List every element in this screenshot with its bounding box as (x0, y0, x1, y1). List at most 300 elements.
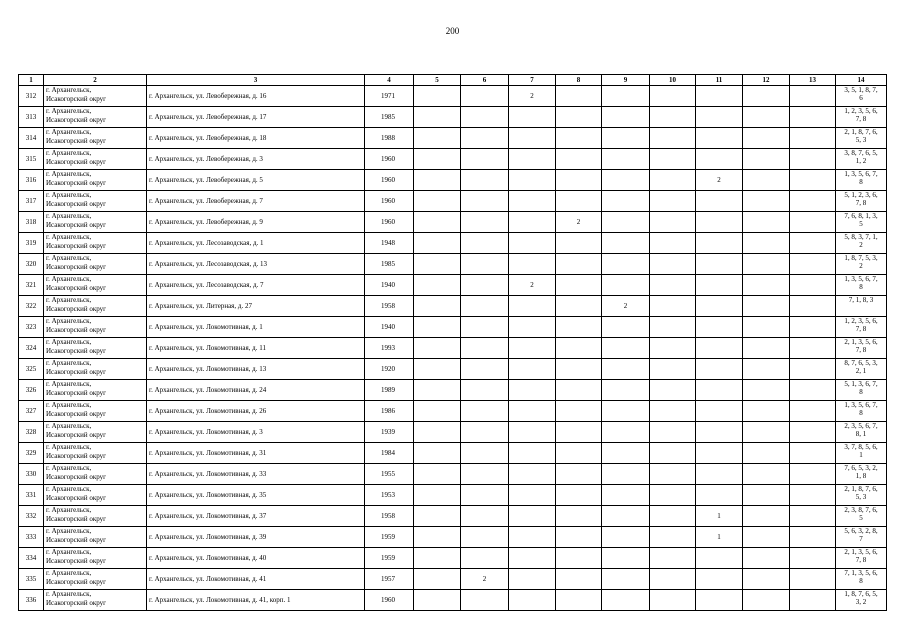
address-cell: г. Архангельск, ул. Левобережная, д. 5 (147, 170, 365, 191)
table-row (19, 107, 887, 128)
row-number: 320 (19, 254, 44, 275)
value-cell (790, 527, 836, 548)
priority-line: 1, 2 (855, 157, 867, 165)
year-cell: 1939 (365, 422, 414, 443)
priority-line: 7, 8 (855, 556, 867, 564)
value-cell (743, 548, 790, 569)
value-cell (602, 86, 650, 107)
column-header: 11 (696, 75, 743, 86)
district-line: г. Архангельск, (46, 338, 92, 346)
priority-cell (836, 422, 887, 443)
table-row (19, 422, 887, 443)
value-cell (602, 422, 650, 443)
value-cell (743, 317, 790, 338)
value-cell (414, 107, 461, 128)
district-line: г. Архангельск, (46, 275, 92, 283)
district-line: г. Архангельск, (46, 317, 92, 325)
value-cell (556, 506, 602, 527)
priority-line: 8 (859, 388, 863, 396)
priority-line: 1, 2, 3, 5, 6, (844, 317, 878, 325)
table-row (19, 401, 887, 422)
value-cell (509, 254, 556, 275)
priority-line: 1, 8, 7, 5, 3, (844, 254, 878, 262)
year-cell: 1984 (365, 443, 414, 464)
value-cell (650, 485, 696, 506)
priority-line: 3, 5, 1, 8, 7, (844, 86, 878, 94)
value-cell (650, 338, 696, 359)
address-cell: г. Архангельск, ул. Локомотивная, д. 11 (147, 338, 365, 359)
value-cell (509, 149, 556, 170)
value-cell (556, 485, 602, 506)
column-header: 8 (556, 75, 602, 86)
table-row (19, 527, 887, 548)
priority-line: 5, 8, 3, 7, 1, (844, 233, 878, 241)
priority-line: 5, 1, 2, 3, 6, (844, 191, 878, 199)
value-cell (556, 569, 602, 590)
address-cell: г. Архангельск, ул. Локомотивная, д. 13 (147, 359, 365, 380)
value-cell (602, 506, 650, 527)
value-cell (461, 464, 509, 485)
district-line: г. Архангельск, (46, 401, 92, 409)
row-number: 316 (19, 170, 44, 191)
value-cell (696, 464, 743, 485)
row-number: 329 (19, 443, 44, 464)
priority-line: 1, 3, 5, 6, 7, (844, 275, 878, 283)
value-cell (461, 380, 509, 401)
row-number: 327 (19, 401, 44, 422)
value-cell (414, 359, 461, 380)
value-cell (556, 401, 602, 422)
table-row (19, 317, 887, 338)
value-cell (650, 569, 696, 590)
value-cell (509, 464, 556, 485)
year-cell: 1920 (365, 359, 414, 380)
value-cell (790, 170, 836, 191)
district-line: г. Архангельск, (46, 506, 92, 514)
value-cell (461, 149, 509, 170)
priority-line: 5, 6, 3, 2, 8, (844, 527, 878, 535)
row-number: 332 (19, 506, 44, 527)
priority-line: 7 (859, 535, 863, 543)
value-cell (556, 590, 602, 611)
year-cell: 1953 (365, 485, 414, 506)
value-cell (790, 401, 836, 422)
value-cell (461, 275, 509, 296)
value-cell (556, 464, 602, 485)
priority-line: 8 (859, 283, 863, 291)
value-cell (602, 590, 650, 611)
priority-cell (836, 548, 887, 569)
column-header: 6 (461, 75, 509, 86)
table-row (19, 443, 887, 464)
priority-cell (836, 506, 887, 527)
page-number: 200 (445, 26, 460, 36)
value-cell (509, 548, 556, 569)
priority-line: 8, 1 (855, 430, 867, 438)
value-cell (650, 590, 696, 611)
row-number: 335 (19, 569, 44, 590)
value-cell (414, 548, 461, 569)
value-cell (743, 191, 790, 212)
district-line: Исакогорский округ (46, 473, 107, 481)
value-cell (602, 485, 650, 506)
year-cell: 1958 (365, 506, 414, 527)
value-cell (556, 548, 602, 569)
table-body (19, 86, 887, 611)
district-line: г. Архангельск, (46, 527, 92, 535)
value-cell (602, 212, 650, 233)
value-cell (696, 107, 743, 128)
address-cell: г. Архангельск, ул. Лесозаводская, д. 1 (147, 233, 365, 254)
priority-line: 6 (859, 94, 863, 102)
row-number: 326 (19, 380, 44, 401)
district-line: г. Архангельск, (46, 86, 92, 94)
housing-table (18, 74, 887, 611)
header-row (19, 75, 887, 86)
value-cell (743, 464, 790, 485)
value-cell (414, 422, 461, 443)
table-row (19, 86, 887, 107)
value-cell (414, 401, 461, 422)
value-cell (461, 233, 509, 254)
address-cell: г. Архангельск, ул. Локомотивная, д. 40 (147, 548, 365, 569)
address-cell: г. Архангельск, ул. Левобережная, д. 16 (147, 86, 365, 107)
year-cell: 1958 (365, 296, 414, 317)
address-cell: г. Архангельск, ул. Локомотивная, д. 41, корп. 1 (147, 590, 365, 611)
district-cell (44, 86, 147, 107)
value-cell (743, 443, 790, 464)
value-cell (556, 338, 602, 359)
value-cell (743, 380, 790, 401)
district-cell (44, 338, 147, 359)
priority-line: 7, 8 (855, 115, 867, 123)
value-cell (509, 527, 556, 548)
value-cell (790, 569, 836, 590)
district-line: Исакогорский округ (46, 137, 107, 145)
year-cell: 1960 (365, 590, 414, 611)
priority-cell (836, 401, 887, 422)
value-cell (650, 359, 696, 380)
priority-cell (836, 443, 887, 464)
value-cell (461, 191, 509, 212)
address-cell: г. Архангельск, ул. Левобережная, д. 17 (147, 107, 365, 128)
value-cell (461, 128, 509, 149)
row-number: 317 (19, 191, 44, 212)
district-line: г. Архангельск, (46, 590, 92, 598)
address-cell: г. Архангельск, ул. Локомотивная, д. 35 (147, 485, 365, 506)
district-cell (44, 128, 147, 149)
district-cell (44, 506, 147, 527)
priority-line: 3, 8, 7, 6, 5, (844, 149, 878, 157)
value-cell (556, 128, 602, 149)
row-number: 313 (19, 107, 44, 128)
district-cell (44, 212, 147, 233)
priority-line: 2, 1, 3, 5, 6, (844, 338, 878, 346)
value-cell (602, 380, 650, 401)
value-cell (414, 380, 461, 401)
value-cell (743, 128, 790, 149)
table-row (19, 359, 887, 380)
column-header: 1 (19, 75, 44, 86)
year-cell: 1960 (365, 149, 414, 170)
district-line: г. Архангельск, (46, 254, 92, 262)
priority-cell (836, 128, 887, 149)
district-line: Исакогорский округ (46, 368, 107, 376)
column-header: 14 (836, 75, 887, 86)
value-cell (696, 338, 743, 359)
priority-cell (836, 338, 887, 359)
value-cell (414, 317, 461, 338)
value-cell (509, 485, 556, 506)
year-cell: 1989 (365, 380, 414, 401)
value-cell (556, 422, 602, 443)
district-line: Исакогорский округ (46, 557, 107, 565)
table-row (19, 464, 887, 485)
row-number: 319 (19, 233, 44, 254)
value-cell (556, 359, 602, 380)
value-cell (461, 338, 509, 359)
year-cell: 1940 (365, 275, 414, 296)
row-number: 315 (19, 149, 44, 170)
value-cell (461, 212, 509, 233)
value-cell (602, 170, 650, 191)
district-line: Исакогорский округ (46, 494, 107, 502)
value-cell (790, 149, 836, 170)
value-cell (790, 128, 836, 149)
priority-line: 7, 6, 5, 3, 2, (844, 464, 878, 472)
address-cell: г. Архангельск, ул. Левобережная, д. 7 (147, 191, 365, 212)
district-line: г. Архангельск, (46, 296, 92, 304)
district-line: Исакогорский округ (46, 410, 107, 418)
priority-line: 7, 6, 8, 1, 3, (844, 212, 878, 220)
value-cell: 2 (556, 212, 602, 233)
value-cell (602, 254, 650, 275)
district-cell (44, 569, 147, 590)
district-line: Исакогорский округ (46, 284, 107, 292)
value-cell (602, 569, 650, 590)
value-cell (696, 212, 743, 233)
value-cell (790, 191, 836, 212)
value-cell (602, 149, 650, 170)
priority-line: 5, 3 (855, 493, 867, 501)
value-cell (556, 254, 602, 275)
district-line: г. Архангельск, (46, 422, 92, 430)
value-cell (414, 569, 461, 590)
table-row (19, 380, 887, 401)
column-header: 13 (790, 75, 836, 86)
row-number: 336 (19, 590, 44, 611)
value-cell (743, 86, 790, 107)
priority-cell (836, 275, 887, 296)
value-cell (414, 296, 461, 317)
value-cell (509, 590, 556, 611)
priority-cell (836, 86, 887, 107)
value-cell (743, 296, 790, 317)
district-line: Исакогорский округ (46, 116, 107, 124)
value-cell (650, 149, 696, 170)
column-header: 4 (365, 75, 414, 86)
value-cell (650, 254, 696, 275)
year-cell: 1988 (365, 128, 414, 149)
value-cell (696, 254, 743, 275)
district-cell (44, 233, 147, 254)
value-cell (461, 107, 509, 128)
value-cell (650, 212, 696, 233)
year-cell: 1986 (365, 401, 414, 422)
value-cell (556, 380, 602, 401)
district-cell (44, 590, 147, 611)
priority-line: 7, 1, 8, 3 (848, 296, 874, 304)
value-cell (556, 191, 602, 212)
address-cell: г. Архангельск, ул. Левобережная, д. 18 (147, 128, 365, 149)
district-line: Исакогорский округ (46, 389, 107, 397)
year-cell: 1955 (365, 464, 414, 485)
priority-line: 1, 3, 5, 6, 7, (844, 401, 878, 409)
value-cell (509, 212, 556, 233)
district-line: г. Архангельск, (46, 191, 92, 199)
address-cell: г. Архангельск, ул. Локомотивная, д. 39 (147, 527, 365, 548)
value-cell (790, 296, 836, 317)
priority-line: 1, 3, 5, 6, 7, (844, 170, 878, 178)
row-number: 322 (19, 296, 44, 317)
priority-cell (836, 527, 887, 548)
district-cell (44, 254, 147, 275)
value-cell (696, 191, 743, 212)
district-line: Исакогорский округ (46, 242, 107, 250)
value-cell (602, 191, 650, 212)
value-cell (650, 506, 696, 527)
year-cell: 1960 (365, 191, 414, 212)
value-cell (461, 506, 509, 527)
column-header: 10 (650, 75, 696, 86)
value-cell (602, 527, 650, 548)
value-cell (556, 107, 602, 128)
row-number: 333 (19, 527, 44, 548)
value-cell (790, 233, 836, 254)
value-cell (696, 422, 743, 443)
value-cell (790, 506, 836, 527)
priority-line: 8 (859, 178, 863, 186)
row-number: 321 (19, 275, 44, 296)
value-cell (414, 527, 461, 548)
priority-cell (836, 317, 887, 338)
table-row (19, 191, 887, 212)
value-cell (696, 401, 743, 422)
value-cell (696, 317, 743, 338)
district-cell (44, 149, 147, 170)
address-cell: г. Архангельск, ул. Локомотивная, д. 26 (147, 401, 365, 422)
column-header: 12 (743, 75, 790, 86)
value-cell (743, 275, 790, 296)
priority-line: 5, 3 (855, 136, 867, 144)
district-cell (44, 548, 147, 569)
column-header: 9 (602, 75, 650, 86)
value-cell (650, 527, 696, 548)
value-cell (650, 464, 696, 485)
value-cell (650, 422, 696, 443)
value-cell (696, 86, 743, 107)
value-cell (414, 338, 461, 359)
value-cell (602, 233, 650, 254)
table-row (19, 485, 887, 506)
value-cell (743, 107, 790, 128)
value-cell (414, 128, 461, 149)
value-cell (650, 275, 696, 296)
district-line: Исакогорский округ (46, 536, 107, 544)
value-cell (556, 443, 602, 464)
value-cell (790, 212, 836, 233)
district-cell (44, 380, 147, 401)
priority-line: 1, 8, 7, 6, 5, (844, 590, 878, 598)
value-cell (461, 170, 509, 191)
district-cell (44, 485, 147, 506)
table-row (19, 338, 887, 359)
value-cell (650, 233, 696, 254)
value-cell (790, 338, 836, 359)
value-cell (556, 275, 602, 296)
priority-line: 2, 1 (855, 367, 867, 375)
priority-cell (836, 233, 887, 254)
district-cell (44, 275, 147, 296)
value-cell (602, 401, 650, 422)
value-cell (602, 107, 650, 128)
district-line: г. Архангельск, (46, 380, 92, 388)
table-row (19, 170, 887, 191)
district-line: Исакогорский округ (46, 95, 107, 103)
value-cell (509, 191, 556, 212)
value-cell (461, 548, 509, 569)
district-line: Исакогорский округ (46, 200, 107, 208)
value-cell (509, 170, 556, 191)
priority-cell (836, 485, 887, 506)
address-cell: г. Архангельск, ул. Лесозаводская, д. 7 (147, 275, 365, 296)
district-line: г. Архангельск, (46, 128, 92, 136)
address-cell: г. Архангельск, ул. Левобережная, д. 3 (147, 149, 365, 170)
year-cell: 1948 (365, 233, 414, 254)
value-cell (743, 401, 790, 422)
value-cell (696, 590, 743, 611)
value-cell (414, 149, 461, 170)
district-line: г. Архангельск, (46, 548, 92, 556)
value-cell (414, 464, 461, 485)
value-cell (650, 191, 696, 212)
value-cell (696, 359, 743, 380)
district-line: г. Архангельск, (46, 149, 92, 157)
priority-line: 2, 1, 8, 7, 6, (844, 485, 878, 493)
value-cell (414, 275, 461, 296)
value-cell (461, 422, 509, 443)
value-cell (602, 128, 650, 149)
value-cell: 2 (509, 86, 556, 107)
priority-line: 5 (859, 514, 863, 522)
priority-cell (836, 170, 887, 191)
district-cell (44, 401, 147, 422)
column-header: 7 (509, 75, 556, 86)
district-cell (44, 317, 147, 338)
value-cell (743, 212, 790, 233)
value-cell (650, 317, 696, 338)
value-cell (509, 128, 556, 149)
district-line: г. Архангельск, (46, 212, 92, 220)
value-cell (696, 569, 743, 590)
value-cell (461, 485, 509, 506)
table-row (19, 149, 887, 170)
value-cell (650, 401, 696, 422)
year-cell: 1993 (365, 338, 414, 359)
value-cell (696, 149, 743, 170)
year-cell: 1957 (365, 569, 414, 590)
value-cell: 2 (602, 296, 650, 317)
